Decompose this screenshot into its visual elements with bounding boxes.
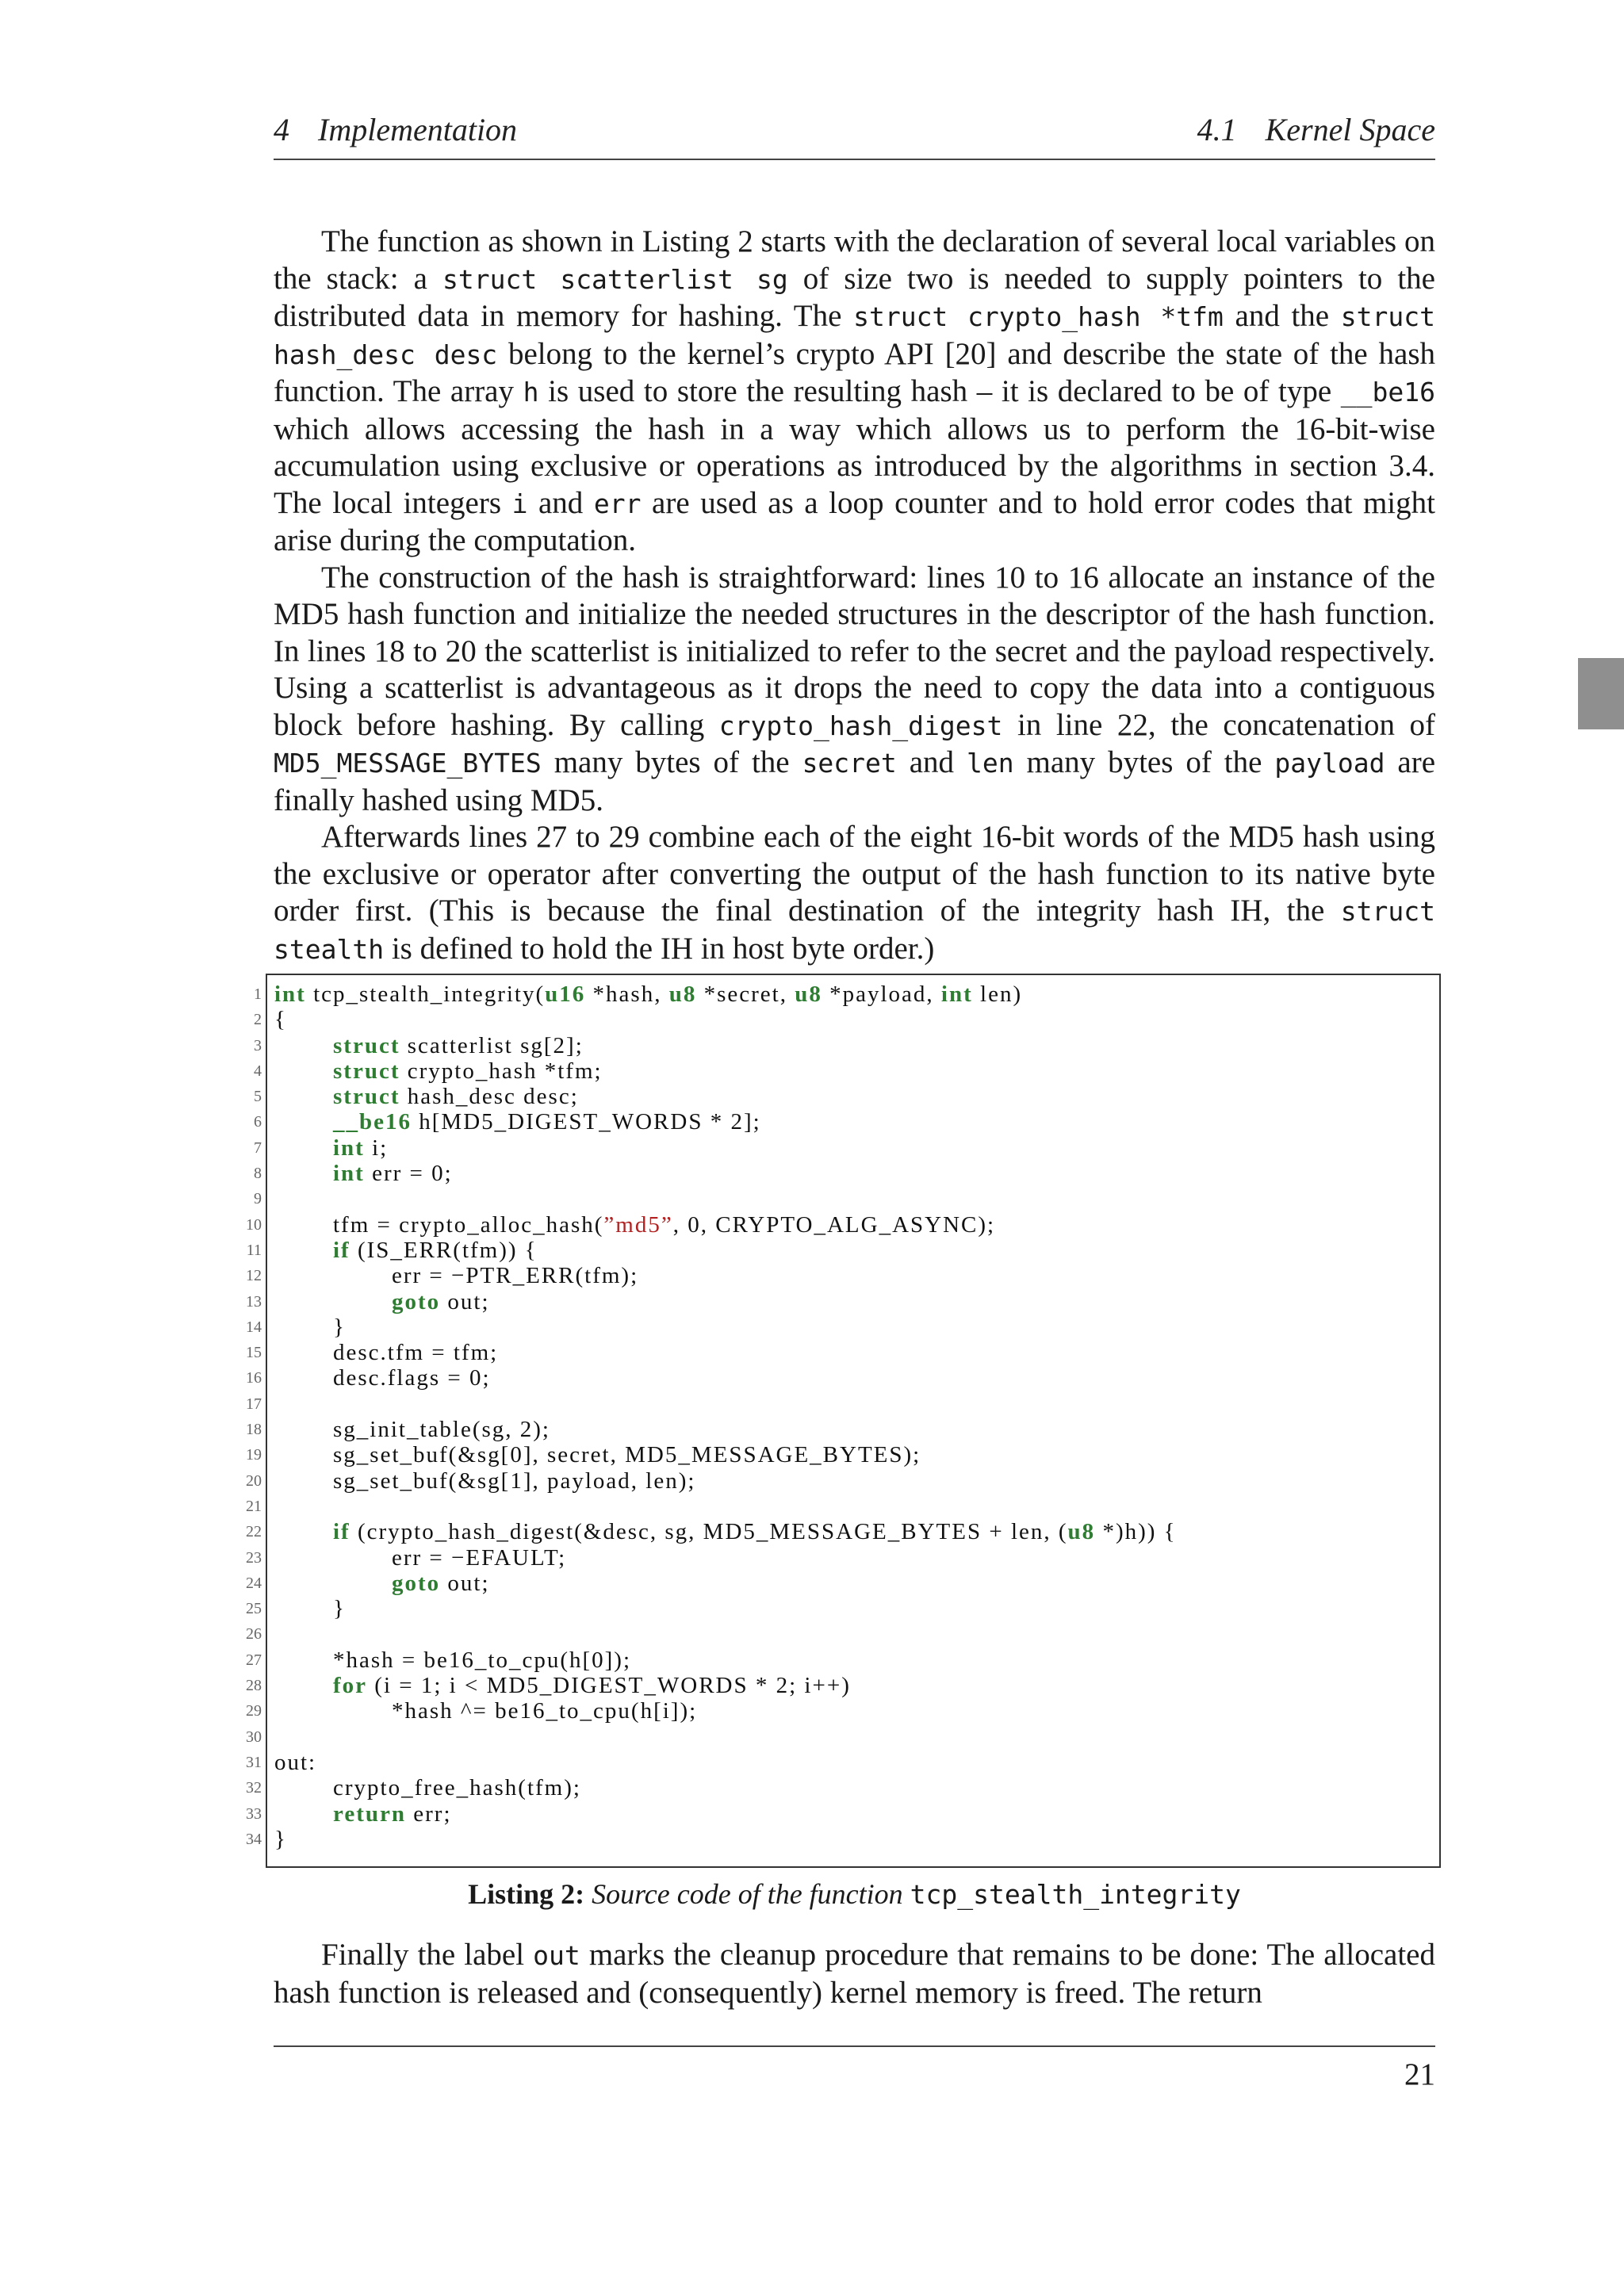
code-keyword: struct xyxy=(333,1058,400,1084)
code-token: out: xyxy=(274,1749,317,1775)
code-keyword: for xyxy=(333,1673,368,1699)
code-keyword: goto xyxy=(392,1570,441,1596)
code-token: len) xyxy=(972,982,1023,1007)
code-keyword: if xyxy=(333,1237,350,1263)
code-token xyxy=(274,1109,333,1135)
paragraph-text: of size two is needed to supply pointers to the distributed data in memory for hashing. The xyxy=(274,261,1435,333)
code-keyword: int xyxy=(333,1135,365,1161)
code-token: out; xyxy=(440,1288,490,1314)
code-token xyxy=(274,1084,333,1109)
code-token: desc.tfm = tfm; xyxy=(274,1340,499,1366)
line-number: 32 xyxy=(246,1779,262,1797)
code-text xyxy=(274,1238,538,1263)
code-token: desc.flags = 0; xyxy=(274,1365,491,1391)
section-number: 4.1 xyxy=(1197,112,1237,147)
inline-code: __be16 xyxy=(1340,377,1435,408)
line-number: 28 xyxy=(246,1677,262,1695)
code-text xyxy=(274,1801,452,1827)
inline-code: struct hash_desc desc xyxy=(274,301,1435,370)
caption-function-name: tcp_stealth_integrity xyxy=(910,1879,1241,1910)
code-text xyxy=(274,1775,581,1800)
line-number: 3 xyxy=(254,1036,262,1054)
line-number: 33 xyxy=(246,1804,262,1823)
code-token xyxy=(274,1673,333,1698)
line-number: 31 xyxy=(246,1753,262,1771)
line-number: 26 xyxy=(246,1625,262,1644)
code-token: *hash ^= be16_to_cpu(h[i]); xyxy=(274,1698,698,1724)
line-number: 10 xyxy=(246,1215,262,1234)
paragraph-text: marks the cleanup procedure that remains to be done: The allocated hash function is released and (consequently) kernel memory is freed. The return xyxy=(274,1938,1435,2010)
inline-code: len xyxy=(966,748,1014,779)
paragraph xyxy=(274,819,1435,968)
code-keyword: struct xyxy=(333,1032,400,1058)
line-number: 1 xyxy=(254,985,262,1003)
code-text xyxy=(274,1442,921,1468)
code-text xyxy=(274,1161,453,1186)
code-token xyxy=(274,1238,333,1263)
paragraph xyxy=(274,560,1435,820)
line-number: 29 xyxy=(246,1702,262,1720)
line-number: 8 xyxy=(254,1165,262,1183)
inline-code: struct crypto_hash *tfm xyxy=(853,301,1224,332)
inline-code: struct scatterlist sg xyxy=(442,263,788,295)
code-text xyxy=(274,1519,1177,1544)
paragraph-text: which allows accessing the hash in a way which allows us to perform the 16-bit-wise accumulation using exclusive or operations as introduced by the algorithms in section 3.4. The local integers xyxy=(274,411,1435,520)
paragraph-text: Finally the label xyxy=(321,1938,534,1972)
code-text xyxy=(274,1596,346,1621)
paragraph-text: is defined to hold the IH in host byte order.) xyxy=(384,931,935,966)
code-token: err; xyxy=(406,1800,452,1827)
line-number: 2 xyxy=(254,1011,262,1029)
code-text xyxy=(274,1468,695,1494)
paragraph-text: many bytes of the xyxy=(541,745,802,779)
line-number: 5 xyxy=(254,1088,262,1106)
paragraph-text: is used to store the resulting hash – it is declared to be of type xyxy=(538,374,1341,408)
code-text xyxy=(274,1033,584,1058)
line-number: 34 xyxy=(246,1830,262,1848)
inline-code: payload xyxy=(1274,748,1385,779)
line-number: 7 xyxy=(254,1138,262,1157)
running-header xyxy=(274,111,1435,160)
code-token: scatterlist sg[2]; xyxy=(400,1032,584,1058)
code-token: sg_set_buf(&sg[0], secret, MD5_MESSAGE_BYTES); xyxy=(274,1442,921,1468)
code-token xyxy=(274,1289,392,1314)
code-token: tfm = crypto_alloc_hash( xyxy=(274,1211,604,1238)
line-number: 22 xyxy=(246,1523,262,1541)
code-token: out; xyxy=(440,1570,490,1596)
inline-code: i xyxy=(511,488,528,519)
caption-label: Listing 2: xyxy=(468,1878,585,1910)
line-number: 6 xyxy=(254,1113,262,1131)
code-keyword: u8 xyxy=(795,982,822,1007)
paragraph-text: The function as shown in Listing 2 starts with the declaration of several local variables on the stack: a xyxy=(274,224,1435,296)
code-text xyxy=(274,1673,851,1698)
paragraph-text: and xyxy=(527,485,594,520)
code-text xyxy=(274,1545,566,1571)
code-token: (IS_ERR(tfm)) { xyxy=(350,1237,538,1263)
inline-code: struct stealth xyxy=(274,896,1435,965)
paragraph-text: and the xyxy=(1223,299,1341,333)
code-token xyxy=(274,1571,392,1596)
code-token: *)h)) { xyxy=(1095,1519,1177,1545)
code-text xyxy=(274,1571,490,1596)
line-number: 12 xyxy=(246,1267,262,1285)
paragraph-text: are finally hashed using MD5. xyxy=(274,745,1435,817)
inline-code: h xyxy=(523,377,539,408)
inline-code: secret xyxy=(802,748,897,779)
code-token: *hash = be16_to_cpu(h[0]); xyxy=(274,1647,631,1673)
code-token xyxy=(274,1135,333,1161)
paragraph-text: and xyxy=(896,745,967,779)
caption-text: Source code of the function xyxy=(592,1878,903,1910)
code-token: } xyxy=(274,1314,346,1340)
paragraph xyxy=(274,1937,1435,2011)
code-keyword: u8 xyxy=(1067,1519,1096,1545)
code-token: tcp_stealth_integrity( xyxy=(305,982,546,1007)
listing-caption xyxy=(274,1877,1435,1911)
line-number: 30 xyxy=(246,1728,262,1746)
code-text xyxy=(274,982,1022,1007)
code-token xyxy=(274,1801,333,1827)
code-keyword: __be16 xyxy=(333,1109,412,1135)
code-text xyxy=(274,1007,287,1032)
chapter-number: 4 xyxy=(274,112,289,147)
code-keyword: struct xyxy=(333,1084,400,1110)
code-token: { xyxy=(274,1007,287,1033)
code-keyword: int xyxy=(333,1161,365,1187)
code-token: err = −PTR_ERR(tfm); xyxy=(274,1263,639,1289)
line-number: 16 xyxy=(246,1369,262,1387)
line-number: 24 xyxy=(246,1574,262,1592)
line-number: 4 xyxy=(254,1062,262,1080)
code-text xyxy=(274,1314,346,1340)
line-number: 9 xyxy=(254,1190,262,1208)
line-number: 13 xyxy=(246,1292,262,1311)
code-token xyxy=(274,1161,333,1186)
line-number: 19 xyxy=(246,1446,262,1464)
page-number: 21 xyxy=(1404,2057,1435,2091)
code-token: h[MD5_DIGEST_WORDS * 2]; xyxy=(412,1109,761,1135)
paragraph-text: The construction of the hash is straightforward: lines 10 to 16 allocate an instance of the MD5 hash function and initialize the needed structures in the descriptor of the hash function. In lines 18 to 20 the scatterlist is initialized to refer to the secret and the payload respectively. Using a scatterlist is advantageous as it drops the need to copy the data into a contiguous block before hashing. By calling xyxy=(274,560,1435,742)
closing-paragraph xyxy=(274,1937,1435,2011)
line-number: 25 xyxy=(246,1600,262,1618)
code-keyword: int xyxy=(940,982,973,1007)
code-token: (crypto_hash_digest(&desc, sg, MD5_MESSAGE_BYTES + len, ( xyxy=(350,1519,1068,1545)
code-text xyxy=(274,1135,388,1161)
code-token: sg_set_buf(&sg[1], payload, len); xyxy=(274,1468,696,1494)
code-text xyxy=(274,1263,638,1288)
code-token: hash_desc desc; xyxy=(400,1084,579,1110)
code-token: } xyxy=(274,1596,346,1622)
paragraph xyxy=(274,224,1435,560)
section-heading xyxy=(1197,111,1435,148)
code-token: sg_init_table(sg, 2); xyxy=(274,1417,550,1443)
line-number: 17 xyxy=(246,1395,262,1413)
code-token xyxy=(274,1519,333,1544)
code-keyword: u16 xyxy=(545,982,586,1007)
code-token: i; xyxy=(364,1135,389,1161)
code-token: *hash, xyxy=(585,982,669,1007)
line-number: 11 xyxy=(246,1241,262,1259)
inline-code: err xyxy=(593,488,642,519)
code-text xyxy=(274,1340,498,1365)
line-number: 20 xyxy=(246,1471,262,1490)
code-keyword: goto xyxy=(392,1288,441,1314)
line-number: 27 xyxy=(246,1651,262,1669)
inline-code: crypto_hash_digest xyxy=(718,710,1003,741)
code-token: crypto_hash *tfm; xyxy=(400,1058,603,1084)
paragraph-text: in line 22, the concatenation of xyxy=(1002,707,1436,742)
code-string: ”md5” xyxy=(603,1211,673,1238)
line-number: 14 xyxy=(246,1318,262,1336)
code-token: , 0, CRYPTO_ALG_ASYNC); xyxy=(672,1211,996,1238)
code-text xyxy=(274,1827,287,1852)
inline-code: out xyxy=(533,1940,580,1971)
code-token: (i = 1; i < MD5_DIGEST_WORDS * 2; i++) xyxy=(367,1673,851,1699)
paragraph-text: many bytes of the xyxy=(1013,745,1275,779)
code-keyword: if xyxy=(333,1519,350,1545)
code-text xyxy=(274,1647,631,1673)
code-token: *secret, xyxy=(696,982,795,1007)
inline-code: MD5_MESSAGE_BYTES xyxy=(274,748,542,779)
code-keyword: u8 xyxy=(668,982,697,1007)
chapter-heading xyxy=(274,111,517,148)
footer-rule xyxy=(274,2045,1435,2047)
code-text xyxy=(274,1750,316,1775)
line-number: 21 xyxy=(246,1497,262,1515)
line-number: 18 xyxy=(246,1421,262,1439)
code-text xyxy=(274,1698,697,1724)
code-text xyxy=(274,1417,550,1442)
code-text xyxy=(274,1058,603,1084)
line-number: 23 xyxy=(246,1548,262,1567)
code-text xyxy=(274,1289,490,1314)
chapter-title: Implementation xyxy=(318,112,518,147)
code-token: } xyxy=(274,1826,287,1852)
paragraph-text: are used as a loop counter and to hold error codes that might arise during the computation. xyxy=(274,485,1435,557)
code-text xyxy=(274,1365,491,1391)
code-token xyxy=(274,1058,333,1084)
code-token: crypto_free_hash(tfm); xyxy=(274,1775,581,1801)
code-token: err = −EFAULT; xyxy=(274,1544,567,1571)
code-keyword: return xyxy=(333,1800,407,1827)
code-text xyxy=(274,1109,761,1135)
code-token: *payload, xyxy=(822,982,941,1007)
body-text xyxy=(274,224,1435,968)
paragraph-text: belong to the kernel’s crypto API [20] and describe the state of the hash function. The array xyxy=(274,336,1435,408)
paragraph-text: Afterwards lines 27 to 29 combine each of the eight 16-bit words of the MD5 hash using the exclusive or operator after converting the output of the hash function to its native byte order first. (This is because the final destination of the integrity hash IH, the xyxy=(274,820,1435,928)
code-text xyxy=(274,1084,579,1109)
line-number: 15 xyxy=(246,1344,262,1362)
section-title: Kernel Space xyxy=(1265,112,1435,147)
chapter-thumb-tab xyxy=(1578,658,1624,729)
code-text xyxy=(274,1212,995,1238)
code-keyword: int xyxy=(274,982,306,1007)
code-token xyxy=(274,1033,333,1058)
code-token: err = 0; xyxy=(364,1161,453,1187)
